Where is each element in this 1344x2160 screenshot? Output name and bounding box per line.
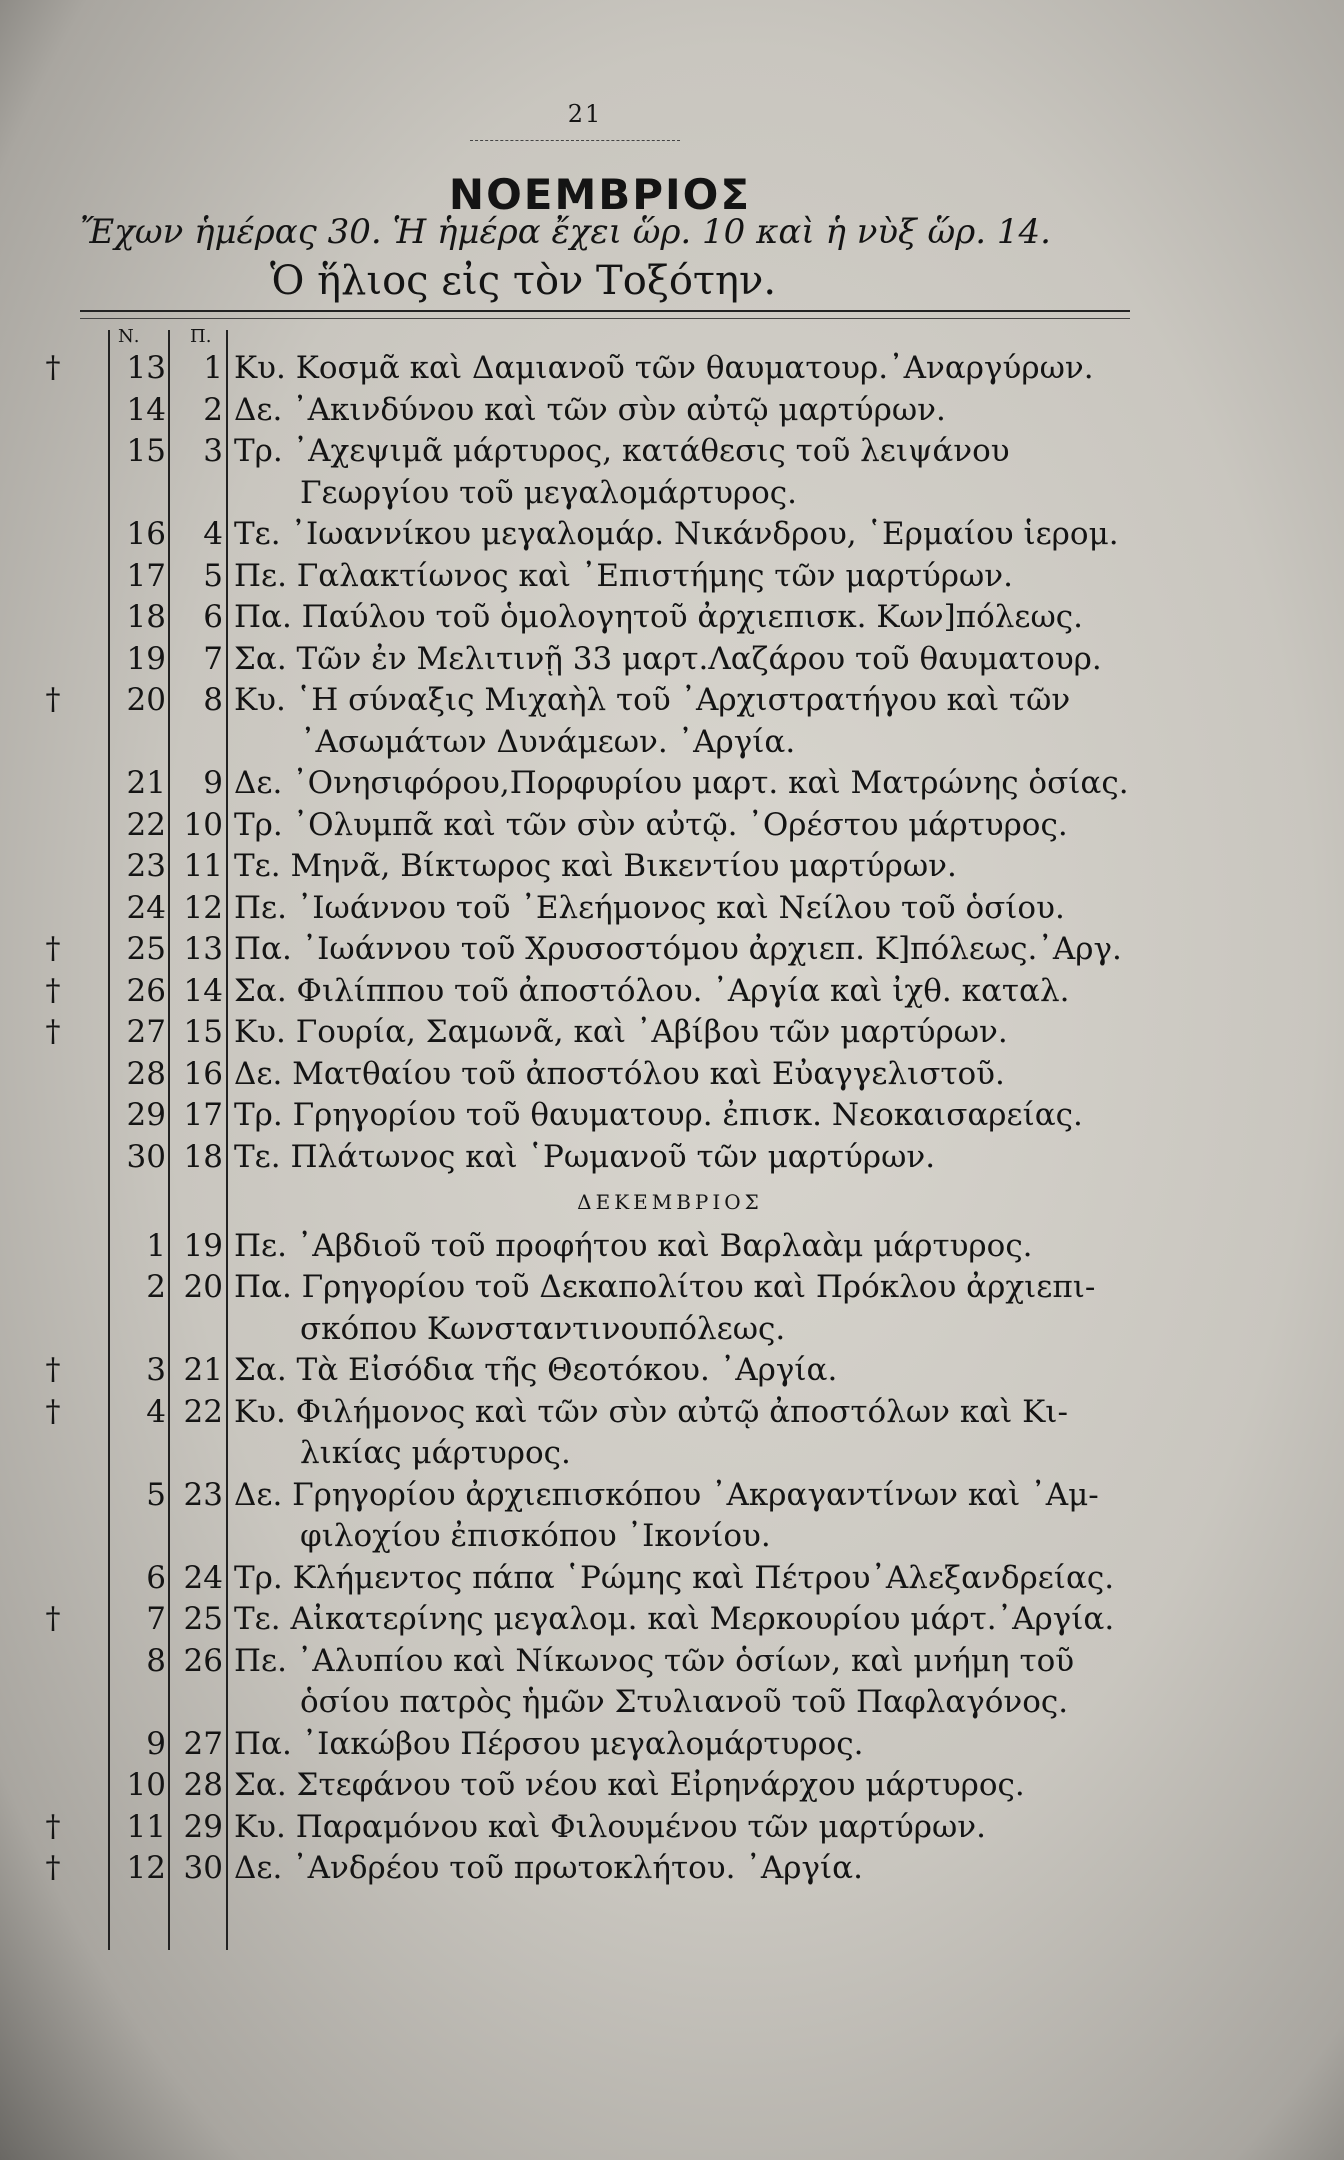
feast-text: Τε. Μηνᾶ, Βίκτωρος καὶ Βικεντίου μαρτύρων. [234, 848, 957, 884]
date-old-style: 30 [183, 1850, 223, 1886]
date-new-style: 21 [126, 765, 166, 801]
feast-text: Πα. ᾿Ιωάννου τοῦ Χρυσοστόμου ἀρχιεπ. Κ]πόλεως.᾿Αργ. [234, 931, 1122, 967]
feast-text: Δε. Γρηγορίου ἀρχιεπισκόπου ᾿Ακραγαντίνων καὶ ᾿Αμ- [234, 1476, 1099, 1513]
date-new-style: 26 [126, 972, 166, 1009]
calendar-row [0, 390, 1344, 430]
feast-text: Σα. Τὰ Εἰσόδια τῆς Θεοτόκου. ᾿Αργία. [234, 1352, 838, 1388]
calendar-row [0, 1137, 1344, 1177]
feast-text: Κυ. ῾Η σύναξις Μιχαὴλ τοῦ ᾿Αρχιστρατήγου καὶ τῶν [234, 682, 1071, 718]
date-new-style: 28 [126, 1055, 166, 1092]
date-old-style: 8 [203, 682, 223, 718]
feast-cross-mark: † [45, 1850, 61, 1885]
date-new-style: 20 [126, 682, 166, 718]
date-old-style: 7 [203, 640, 223, 677]
date-old-style: 6 [203, 599, 223, 635]
feast-text: Δε. ᾿Ανδρέου τοῦ πρωτοκλήτου. ᾿Αργία. [234, 1850, 863, 1886]
feast-cross-mark: † [45, 350, 61, 385]
month-info-line: Ἔχων ἡμέρας 30. Ἡ ἡμέρα ἔχει ὥρ. 10 καὶ ἡ νὺξ ὥρ. 14. [80, 212, 1051, 252]
date-old-style: 25 [183, 1601, 223, 1637]
date-old-style: 5 [203, 557, 223, 594]
date-new-style: 19 [126, 640, 166, 677]
calendar-row [0, 1267, 1344, 1307]
calendar-row [0, 348, 1344, 388]
feast-text: Πε. ᾿Αλυπίου καὶ Νίκωνος τῶν ὁσίων, καὶ μνήμη τοῦ [234, 1642, 1075, 1679]
date-new-style: 7 [146, 1601, 166, 1637]
feast-text: Πα. Γρηγορίου τοῦ Δεκαπολίτου καὶ Πρόκλου ἀρχιεπι- [234, 1269, 1096, 1305]
date-new-style: 3 [146, 1352, 166, 1388]
date-new-style: 1 [146, 1227, 166, 1264]
feast-cross-mark: † [45, 682, 61, 717]
column-header-new-style: Ν. [118, 326, 140, 347]
calendar-row [0, 680, 1344, 720]
date-old-style: 3 [203, 433, 223, 469]
date-new-style: 22 [126, 806, 166, 843]
feast-text: Δε. Ματθαίου τοῦ ἀποστόλου καὶ Εὐαγγελιστοῦ. [234, 1055, 1005, 1092]
date-new-style: 17 [126, 557, 166, 594]
calendar-row [0, 1392, 1344, 1432]
calendar-row [0, 1848, 1344, 1888]
date-new-style: 30 [126, 1138, 166, 1175]
calendar-row [0, 1558, 1344, 1598]
december-heading: ΔΕΚΕΜΒΡΙΟΣ [577, 1190, 763, 1214]
feast-text-continued: σκόπου Κωνσταντινουπόλεως. [300, 1310, 786, 1347]
calendar-row [0, 1054, 1344, 1094]
feast-text: Σα. Στεφάνου τοῦ νέου καὶ Εἰρηνάρχου μάρτυρος. [234, 1767, 1025, 1803]
page-number: 21 [567, 100, 603, 128]
calendar-row [0, 1599, 1344, 1639]
feast-cross-mark: † [45, 931, 61, 966]
date-new-style: 16 [126, 516, 166, 552]
date-old-style: 13 [183, 931, 223, 967]
header-rule-thin [80, 318, 1130, 319]
calendar-row [0, 1765, 1344, 1805]
date-new-style: 4 [146, 1393, 166, 1430]
calendar-row [0, 639, 1344, 679]
calendar-row [0, 514, 1344, 554]
feast-text: Πε. Γαλακτίωνος καὶ ᾿Επιστήμης τῶν μαρτύρων. [234, 557, 1013, 594]
date-old-style: 20 [183, 1269, 223, 1305]
header-rule [80, 310, 1130, 312]
date-old-style: 14 [183, 972, 223, 1009]
feast-text-continued: φιλοχίου ἐπισκόπου ᾿Ικονίου. [300, 1518, 771, 1554]
feast-text: Τρ. Κλήμεντος πάπα ῾Ρώμης καὶ Πέτρου᾿Αλεξανδρείας. [234, 1559, 1115, 1596]
feast-cross-mark: † [45, 1352, 61, 1387]
feast-text-continued: ᾿Ασωμάτων Δυνάμεων. ᾿Αργία. [300, 723, 796, 760]
calendar-row [0, 888, 1344, 928]
feast-text: Κυ. Φιλήμονος καὶ τῶν σὺν αὐτῷ ἀποστόλων καὶ Κι- [234, 1393, 1068, 1430]
date-new-style: 23 [126, 848, 166, 884]
date-old-style: 28 [183, 1767, 223, 1803]
feast-text-continued: λικίας μάρτυρος. [300, 1435, 571, 1471]
date-old-style: 4 [203, 516, 223, 552]
date-new-style: 2 [146, 1269, 166, 1305]
date-new-style: 27 [126, 1014, 166, 1050]
feast-cross-mark: † [45, 1393, 61, 1429]
feast-text: Δε. ᾿Ονησιφόρου,Πορφυρίου μαρτ. καὶ Ματρώνης ὁσίας. [234, 765, 1129, 801]
date-new-style: 12 [126, 1850, 166, 1886]
date-old-style: 19 [183, 1227, 223, 1264]
calendar-row [0, 1807, 1344, 1847]
date-old-style: 29 [183, 1808, 223, 1845]
feast-text: Τρ. Γρηγορίου τοῦ θαυματουρ. ἐπισκ. Νεοκαισαρείας. [234, 1097, 1083, 1133]
date-new-style: 13 [126, 350, 166, 386]
date-old-style: 26 [183, 1642, 223, 1679]
calendar-row [0, 1475, 1344, 1515]
calendar-row [0, 763, 1344, 803]
feast-text: Τρ. ᾿Αχεψιμᾶ μάρτυρος, κατάθεσις τοῦ λειψάνου [234, 433, 1010, 469]
feast-text: Κυ. Παραμόνου καὶ Φιλουμένου τῶν μαρτύρων. [234, 1808, 986, 1845]
date-old-style: 2 [203, 391, 223, 428]
date-new-style: 8 [146, 1642, 166, 1679]
feast-text: Σα. Φιλίππου τοῦ ἀποστόλου. ᾿Αργία καὶ ἰχθ. καταλ. [234, 972, 1070, 1009]
date-new-style: 29 [126, 1097, 166, 1133]
date-new-style: 18 [126, 599, 166, 635]
calendar-row [0, 846, 1344, 886]
date-new-style: 25 [126, 931, 166, 967]
feast-text-continued: Γεωργίου τοῦ μεγαλομάρτυρος. [300, 474, 798, 511]
feast-text: Κυ. Κοσμᾶ καὶ Δαμιανοῦ τῶν θαυματουρ.᾿Αναργύρων. [234, 350, 1094, 386]
feast-text: Σα. Τῶν ἐν Μελιτινῇ 33 μαρτ.Λαζάρου τοῦ θαυματουρ. [234, 640, 1102, 677]
calendar-row [0, 1641, 1344, 1681]
calendar-row [0, 1012, 1344, 1052]
date-new-style: 24 [126, 889, 166, 926]
date-old-style: 11 [183, 848, 223, 884]
date-old-style: 17 [183, 1097, 223, 1133]
date-old-style: 27 [183, 1725, 223, 1762]
sun-sign-line: Ὁ ἥλιος εἰς τὸν Τοξότην. [270, 258, 777, 304]
date-new-style: 5 [146, 1476, 166, 1513]
feast-text: Τε. ᾿Ιωαννίκου μεγαλομάρ. Νικάνδρου, ῾Ερμαίου ἱερομ. [234, 516, 1119, 552]
page-number-rule [470, 140, 680, 141]
date-new-style: 11 [126, 1808, 166, 1845]
calendar-row [0, 971, 1344, 1011]
date-old-style: 15 [183, 1014, 223, 1050]
feast-text: Κυ. Γουρία, Σαμωνᾶ, καὶ ᾿Αβίβου τῶν μαρτύρων. [234, 1014, 1008, 1050]
feast-text: Πα. Παύλου τοῦ ὁμολογητοῦ ἀρχιεπισκ. Κων]πόλεως. [234, 599, 1083, 635]
calendar-row [0, 556, 1344, 596]
date-old-style: 21 [183, 1352, 223, 1388]
feast-text: Πε. ᾿Ιωάννου τοῦ ᾿Ελεήμονος καὶ Νείλου τοῦ ὁσίου. [234, 889, 1065, 926]
calendar-row [0, 597, 1344, 637]
date-new-style: 15 [126, 433, 166, 469]
feast-text: Τρ. ᾿Ολυμπᾶ καὶ τῶν σὺν αὐτῷ. ᾿Ορέστου μάρτυρος. [234, 806, 1068, 843]
date-old-style: 9 [203, 765, 223, 801]
calendar-row [0, 805, 1344, 845]
calendar-row [0, 1095, 1344, 1135]
feast-cross-mark: † [45, 1808, 61, 1844]
date-old-style: 24 [183, 1559, 223, 1596]
calendar-row [0, 431, 1344, 471]
calendar-row [0, 1350, 1344, 1390]
feast-text: Πε. ᾿Αβδιοῦ τοῦ προφήτου καὶ Βαρλαὰμ μάρτυρος. [234, 1227, 1033, 1264]
date-new-style: 14 [126, 391, 166, 428]
calendar-row [0, 929, 1344, 969]
date-old-style: 10 [183, 806, 223, 843]
date-old-style: 23 [183, 1476, 223, 1513]
feast-text: Τε. Πλάτωνος καὶ ῾Ρωμανοῦ τῶν μαρτύρων. [234, 1138, 936, 1175]
feast-text: Πα. ᾿Ιακώβου Πέρσου μεγαλομάρτυρος. [234, 1725, 864, 1762]
date-old-style: 18 [183, 1138, 223, 1175]
date-old-style: 16 [183, 1055, 223, 1092]
feast-cross-mark: † [45, 1601, 61, 1636]
calendar-row [0, 1724, 1344, 1764]
date-new-style: 9 [146, 1725, 166, 1762]
date-new-style: 6 [146, 1559, 166, 1596]
feast-cross-mark: † [45, 972, 61, 1008]
feast-text: Δε. ᾿Ακινδύνου καὶ τῶν σὺν αὐτῷ μαρτύρων. [234, 391, 946, 428]
date-old-style: 1 [203, 350, 223, 386]
date-old-style: 12 [183, 889, 223, 926]
feast-cross-mark: † [45, 1014, 61, 1049]
date-old-style: 22 [183, 1393, 223, 1430]
feast-text-continued: ὁσίου πατρὸς ἡμῶν Στυλιανοῦ τοῦ Παφλαγόνος. [300, 1684, 1069, 1720]
column-header-old-style: Π. [190, 326, 212, 347]
feast-text: Τε. Αἰκατερίνης μεγαλομ. καὶ Μερκουρίου μάρτ.᾿Αργία. [234, 1601, 1115, 1637]
calendar-row [0, 1226, 1344, 1266]
date-new-style: 10 [126, 1767, 166, 1803]
month-title: ΝΟΕΜΒΡΙΟΣ [448, 170, 752, 219]
